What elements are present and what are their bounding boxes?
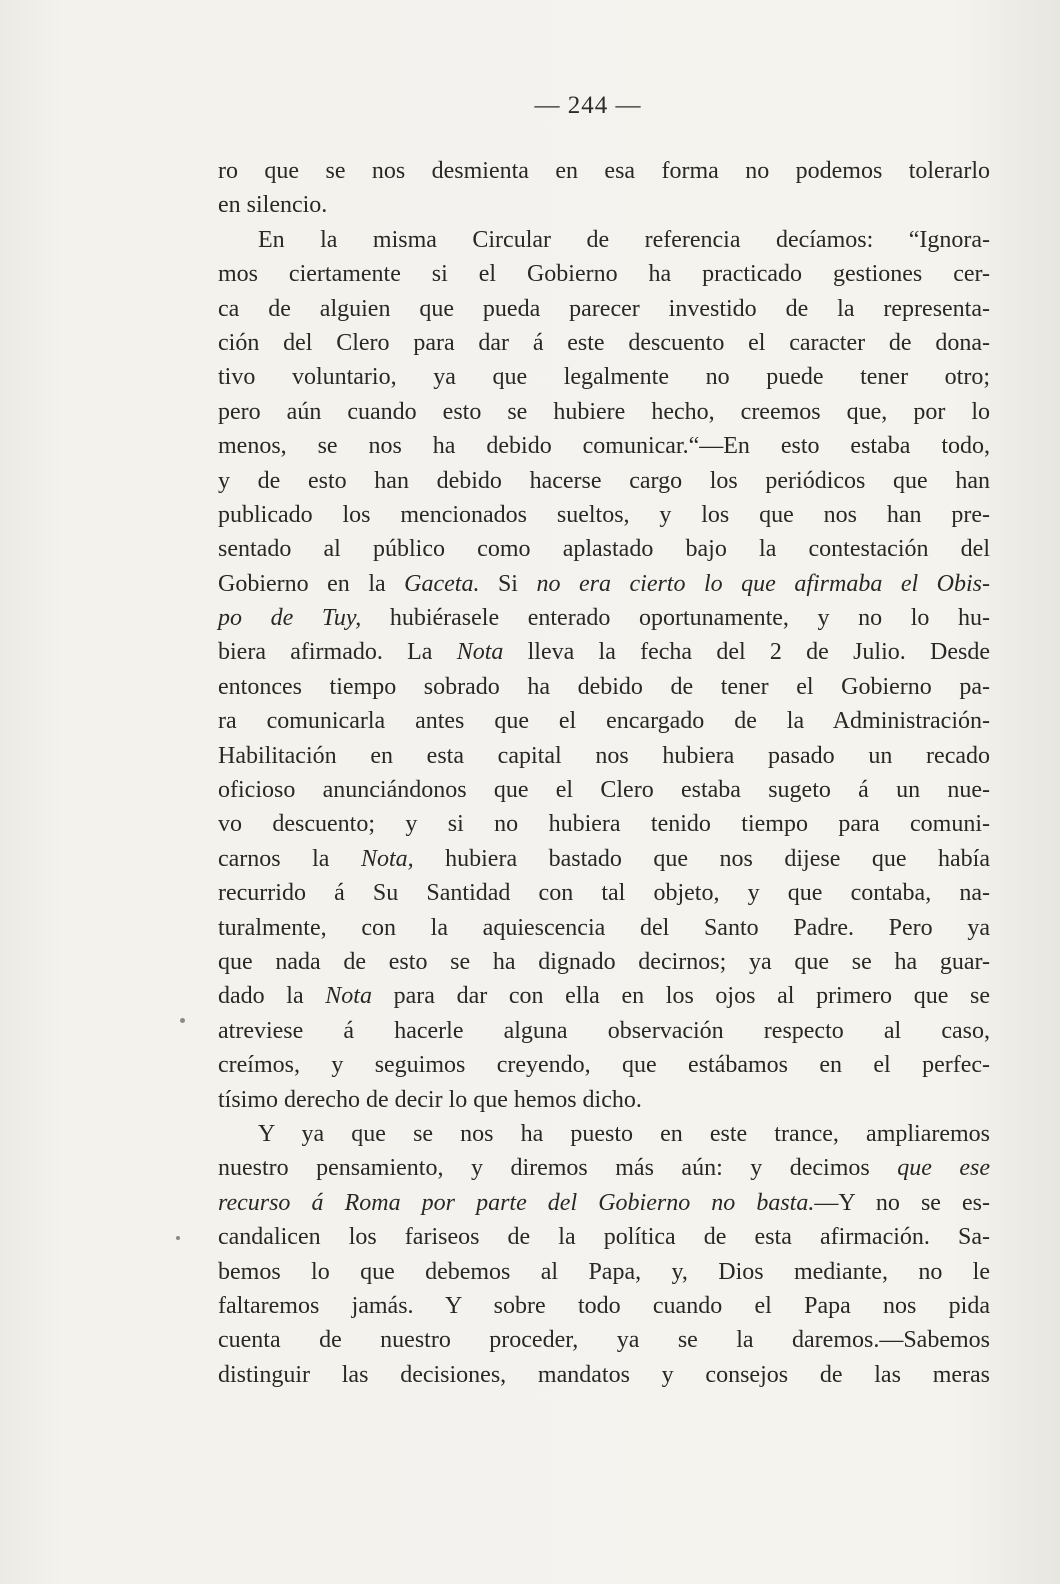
italic-text: recurso á Roma por parte del Gobierno no basta. bbox=[218, 1189, 815, 1216]
text-line bbox=[218, 223, 990, 257]
text-span: recurrido á Su Santidad con tal objeto, y que contaba, na- bbox=[218, 880, 990, 907]
text-span: en silencio. bbox=[218, 192, 328, 219]
text-line bbox=[218, 154, 990, 188]
text-line bbox=[218, 876, 990, 910]
text-span: dado la bbox=[218, 983, 326, 1010]
text-span: Gobierno en la bbox=[218, 570, 405, 597]
text-line bbox=[218, 979, 990, 1013]
text-span: mos ciertamente si el Gobierno ha practicado gestiones cer- bbox=[218, 261, 990, 288]
text-span: menos, se nos ha debido comunicar.“—En esto estaba todo, bbox=[218, 433, 990, 460]
text-span: cuenta de nuestro proceder, ya se la daremos.—Sabemos bbox=[218, 1327, 990, 1354]
page-number: — 244 — bbox=[534, 92, 642, 119]
text-line bbox=[218, 601, 990, 635]
text-span: ra comunicarla antes que el encargado de la Administración- bbox=[218, 708, 990, 735]
text-line bbox=[218, 1220, 990, 1254]
text-line bbox=[218, 1014, 990, 1048]
text-line bbox=[218, 1358, 990, 1392]
text-span: para dar con ella en los ojos al primero que se bbox=[371, 983, 990, 1010]
text-span: hubiérasele enterado oportunamente, y no lo hu- bbox=[361, 605, 990, 632]
text-span: ro que se nos desmienta en esa forma no podemos tolerarlo bbox=[218, 158, 990, 184]
italic-text: no era cierto lo que afirmaba el Obis- bbox=[536, 570, 990, 597]
text-span: carnos la bbox=[218, 845, 361, 872]
text-span: oficioso anunciándonos que el Clero estaba sugeto á un nue- bbox=[218, 777, 990, 804]
text-span: creímos, y seguimos creyendo, que estábamos en el perfec- bbox=[218, 1052, 990, 1079]
text-span: ción del Clero para dar á este descuento el caracter de dona- bbox=[218, 329, 990, 356]
text-span: atreviese á hacerle alguna observación respecto al caso, bbox=[218, 1017, 990, 1044]
body-text bbox=[218, 154, 990, 1392]
text-span: publicado los mencionados sueltos, y los que nos han pre- bbox=[218, 501, 990, 528]
text-span: nuestro pensamiento, y diremos más aún: y decimos bbox=[218, 1155, 898, 1182]
text-line bbox=[218, 945, 990, 979]
ink-speck bbox=[180, 1018, 185, 1023]
text-line bbox=[218, 1323, 990, 1357]
text-line bbox=[218, 567, 990, 601]
text-line bbox=[218, 1083, 990, 1117]
text-span: —Y no se es- bbox=[814, 1189, 991, 1216]
text-span: vo descuento; y si no hubiera tenido tiempo para comuni- bbox=[218, 811, 990, 838]
text-span: Habilitación en esta capital nos hubiera pasado un recado bbox=[218, 742, 990, 769]
text-line bbox=[218, 188, 990, 222]
text-line bbox=[218, 911, 990, 945]
ink-speck bbox=[176, 1236, 180, 1240]
text-line bbox=[218, 635, 990, 669]
text-line bbox=[218, 1289, 990, 1323]
text-line bbox=[218, 1048, 990, 1082]
text-line bbox=[218, 395, 990, 429]
italic-text: Nota bbox=[456, 639, 504, 666]
italic-text: Nota bbox=[325, 983, 372, 1010]
text-line bbox=[218, 807, 990, 841]
text-span: lleva la fecha del 2 de Julio. Desde bbox=[503, 639, 990, 666]
text-line bbox=[218, 739, 990, 773]
text-span: En la misma Circular de referencia decíamos: “Ignora- bbox=[258, 226, 990, 253]
text-span: que nada de esto se ha dignado decirnos; ya que se ha guar- bbox=[218, 948, 990, 975]
text-span: sentado al público como aplastado bajo la contestación del bbox=[218, 536, 990, 563]
text-line bbox=[218, 532, 990, 566]
text-span: ca de alguien que pueda parecer investido de la representa- bbox=[218, 295, 990, 322]
text-line bbox=[218, 1151, 990, 1185]
text-span: tísimo derecho de decir lo que hemos dicho. bbox=[218, 1086, 642, 1113]
text-span: pero aún cuando esto se hubiere hecho, creemos que, por lo bbox=[218, 398, 990, 425]
text-line bbox=[218, 1117, 990, 1151]
text-line bbox=[218, 773, 990, 807]
text-line bbox=[218, 464, 990, 498]
italic-text: Gaceta. bbox=[404, 570, 480, 597]
text-span: faltaremos jamás. Y sobre todo cuando el Papa nos pida bbox=[218, 1292, 990, 1319]
text-span: turalmente, con la aquiescencia del Santo Padre. Pero ya bbox=[218, 914, 990, 941]
text-span: Si bbox=[479, 570, 537, 597]
text-line bbox=[218, 498, 990, 532]
text-span: hubiera bastado que nos dijese que había bbox=[413, 845, 990, 872]
text-span: entonces tiempo sobrado ha debido de tener el Gobierno pa- bbox=[218, 673, 990, 700]
text-span: y de esto han debido hacerse cargo los periódicos que han bbox=[218, 467, 990, 494]
text-span: biera afirmado. La bbox=[218, 639, 457, 666]
text-line bbox=[218, 360, 990, 394]
text-line bbox=[218, 429, 990, 463]
text-span: tivo voluntario, ya que legalmente no puede tener otro; bbox=[218, 364, 990, 391]
text-line bbox=[218, 292, 990, 326]
text-line bbox=[218, 704, 990, 738]
text-line bbox=[218, 670, 990, 704]
text-line bbox=[218, 257, 990, 291]
text-line bbox=[218, 326, 990, 360]
text-line bbox=[218, 842, 990, 876]
italic-text: po de Tuy, bbox=[218, 605, 362, 632]
text-span: distinguir las decisiones, mandatos y consejos de las meras bbox=[218, 1361, 990, 1388]
italic-text: Nota, bbox=[360, 845, 414, 872]
text-line bbox=[218, 1186, 990, 1220]
text-span: bemos lo que debemos al Papa, y, Dios mediante, no le bbox=[218, 1258, 990, 1285]
text-span: Y ya que se nos ha puesto en este trance, ampliaremos bbox=[258, 1120, 990, 1147]
text-span: candalicen los fariseos de la política de esta afirmación. Sa- bbox=[218, 1224, 990, 1251]
text-line bbox=[218, 1255, 990, 1289]
italic-text: que ese bbox=[897, 1155, 991, 1182]
